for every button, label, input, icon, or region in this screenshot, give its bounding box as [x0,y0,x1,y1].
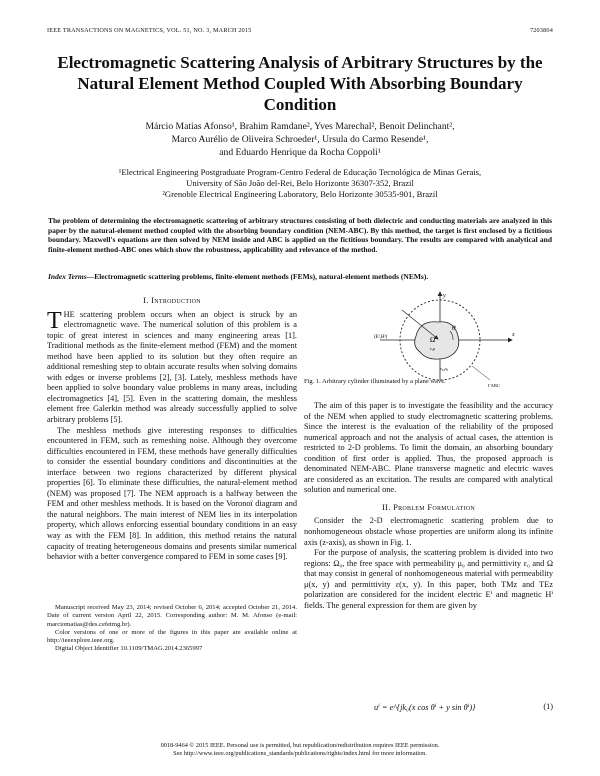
footnotes [47,604,297,654]
index-terms-label: Index Terms [48,272,87,281]
article-number: 7203804 [529,27,553,34]
author-line: Márcio Matias Afonso¹, Brahim Ramdane², Yves Marechal², Benoit Delinchant², [145,121,455,132]
gamma-leader-line [472,366,490,380]
paper-title: Electromagnetic Scattering Analysis of Arbitrary Structures by the Natural Element Method Coupled With Absorbing Boundary Condition [57,53,543,114]
x-axis-label: x [512,332,515,338]
author-line: Marco Aurélio de Oliveira Schroeder¹, Ursula do Carmo Resende¹, [171,134,429,145]
omega-label: Ω [430,336,436,344]
y-axis-label: y [443,293,446,299]
footnote-doi: Digital Object Identifier 10.1109/TMAG.2014.2365997 [55,645,203,653]
paragraph: THE scattering problem occurs when an object is struck by an electromagnetic wave. The numerical solution of this problem is a topic of great interest in sciences and many engineering areas [1]. Traditional methods as the finite-element method (FEM) and the moment method have been applied to its solution but they often require an additional remeshing step to obtain accurate results when solving domains with edges or inverse problems [2], [3]. Lately, meshless methods have been applied to solve boundary value problems in many areas, including electromagnetics [4], [5]. Even in the scattering domain, the meshless element free Galerkin method was already successfully applied to solve arbitrary problems [5]. [47,307,297,425]
paragraph: Consider the 2-D electromagnetic scattering problem due to nonhomogeneous obstacle whose properties are uniform along its infinite axis (z-axis), as shown in Fig. 1. [304,516,553,547]
angle-label: θⁱ [452,326,457,332]
author-line: and Eduardo Henrique da Rocha Coppoli¹ [219,147,381,158]
paragraph: For the purpose of analysis, the scattering problem is divided into two regions: Ω₀, the free space with permeability μ₀ and permittivity ε₀ and Ω that may consist in general of nonhomogeneous material with permeability μ(x, y) and permittivity ε(x, y). In this paper, both TMz and TEz polarization are considered for the incident electric Eⁱ and magnetic Hⁱ fields. The general expression for them are given by [304,548,553,610]
equation-expression: uⁱ = e^{jk₀(x cos θⁱ + y sin θⁱ)} [374,703,476,712]
free-space-label: ε₀,μ₀ [440,366,449,371]
figure-1 [312,290,552,390]
incident-field-label: (Eⁱ,Hⁱ) [374,335,388,340]
journal-name: IEEE TRANSACTIONS ON MAGNETICS, VOL. 51, NO. 3, MARCH 2015 [47,27,252,34]
gamma-abc-label: ΓABC [488,383,500,388]
paragraph: The meshless methods give interesting responses to difficulties encountered in FEM, such as remeshing noise. Although they overcome difficulties encountered in FEM, these methods have generally difficulties to consider the essential boundary conditions and discontinuities at the interface between two regions characterized by different physical properties [6]. To eliminate these difficulties, the natural-element method (NEM) was proposed [7]. The NEM approach is a halfway between the FEM and other meshless methods. It is based on the Voronoï diagram and the natural neighbors. The main interest of NEM lies in its interpolation property, which allows enforcing essential boundary conditions in an easy way as with the FEM [8]. In addition, this method retains the natural capacity of treating heterogeneous domains and presents similar numerical behavior with a better convergence compared to FEM in some cases [9]. [47,425,297,562]
footnote: Manuscript received May 23, 2014; revised October 6, 2014; accepted October 21, 2014. Date of current version April 22, 2015. Corresponding author: M. M. Afonso (e-mail: marciomatias@des.cefetmg.br). [47,604,297,628]
abstract: The problem of determining the electromagnetic scattering of arbitrary structures consisting of both dielectric and conducting materials are analyzed in this paper by the natural-element method coupled with the absorbing boundary condition (NEM-ABC). By this method, the target is first enclosed by a fictitious boundary. Maxwell's equations are then solved by NEM inside and ABC is applied on the fictitious boundary. The results are compared with analytical and finite-element method-ABC ones which show the robustness, applicability and relevance of the method. [48,216,552,254]
figure-caption: Fig. 1. Arbitrary cylinder illuminated by a plane wave. [304,378,446,385]
index-terms-text: —Electromagnetic scattering problems, finite-element methods (FEMs), natural-element methods (NEMs). [86,272,429,281]
material-label: ε,μ [430,346,436,351]
right-column [304,401,553,611]
section-heading-formulation: II. Problem Formulation [381,501,476,512]
footnote: Color versions of one or more of the figures in this paper are available online at http://ieeexplore.ieee.org. [47,628,297,645]
running-header [47,27,553,34]
section-heading-introduction: I. Introduction [143,295,201,305]
equation-number: (1) [543,702,553,711]
affiliation-line: ²Grenoble Electrical Engineering Laboratory, Belo Horizonte 30535-901, Brazil [162,189,438,199]
author-list [60,120,540,159]
affiliation-line: University of São João del-Rei, Belo Horizonte 36307-352, Brazil [186,178,414,188]
drop-cap: T [47,307,62,334]
copyright-footer: 0018-9464 © 2015 IEEE. Personal use is permitted, but republication/redistribution requires IEEE permission. See http://www.ieee.org/publications_standards/publications/rights/index.html for more information. [160,742,440,757]
paragraph: The aim of this paper is to investigate the feasibility and the accuracy of the NEM when applied to study electromagnetic scattering problems. Since the interest is the evaluation of the reliability of the proposed numerical approach and not the analysis of actual cases, the attention is restricted to 2-D problems. To limit the domain, an absorbing boundary condition of first order is applied. Thus, the proposed approach is denominated NEM-ABC. Plane transverse magnetic and electric waves are considered as an excitation. The results are compared with analytical solution and numerical one. [304,401,553,495]
left-column [47,295,297,563]
affiliation-line: ¹Electrical Engineering Postgraduate Program-Centro Federal de Educação Tecnológica de Minas Gerais, [118,167,482,177]
index-terms [48,272,552,282]
affiliations [60,167,540,200]
